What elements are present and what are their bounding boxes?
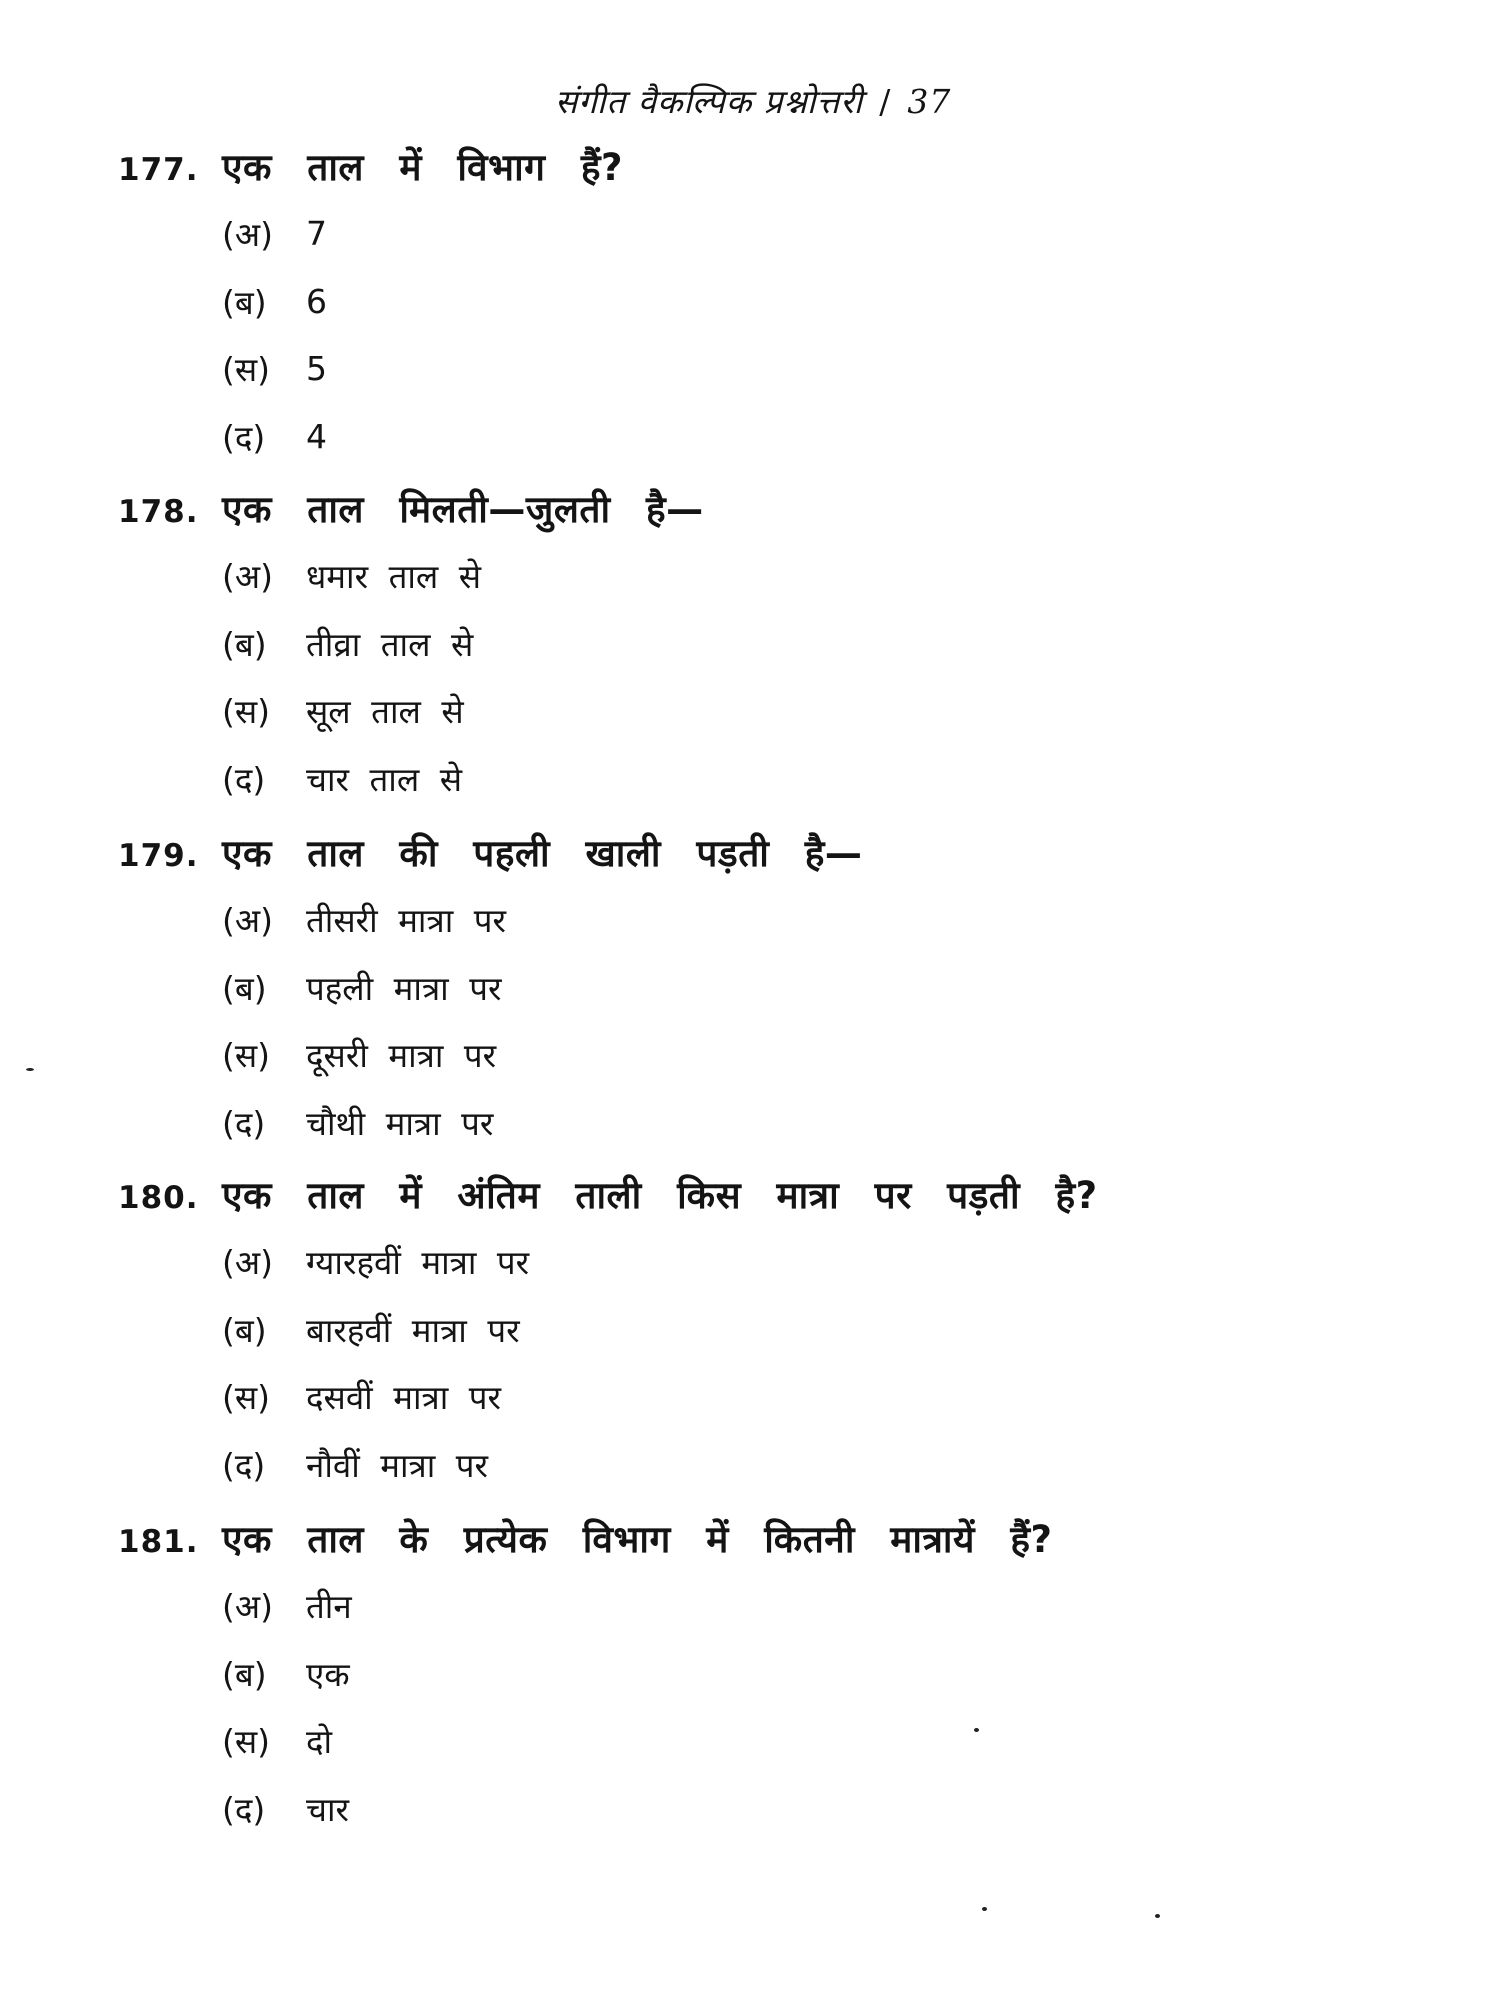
option-text: बारहवीं मात्रा पर [306,1310,520,1350]
question-178 [118,482,1458,812]
option-label: (द) [222,1103,266,1143]
option-text: तीन [306,1587,352,1627]
scan-speck [974,1728,979,1732]
question-text: एक ताल में विभाग हैं? [222,146,623,189]
option-label: (स) [222,1036,271,1076]
book-title: संगीत वैकल्पिक प्रश्नोत्तरी [555,82,864,121]
option-label: (द) [222,759,266,799]
option-a [222,1572,1458,1640]
option-text: सूल ताल से [306,692,464,732]
option-text: एक [306,1654,350,1694]
option-label: (अ) [222,901,273,941]
option-list [118,1572,1458,1842]
option-list [118,200,1458,470]
option-label: (द) [222,1789,266,1829]
question-text: एक ताल के प्रत्येक विभाग में कितनी मात्रायें हैं? [222,1518,1053,1561]
option-label: (अ) [222,1587,273,1627]
option-label: (द) [222,417,266,457]
question-181 [118,1512,1458,1842]
option-label: (ब) [222,968,267,1008]
page-number: 37 [907,82,952,121]
option-d [222,1775,1458,1843]
option-text: दो [306,1722,333,1762]
option-label: (स) [222,1722,271,1762]
scan-speck [26,1068,34,1071]
option-text: चार ताल से [306,759,463,799]
question-text: एक ताल मिलती—जुलती है— [222,488,704,531]
question-number: 179. [118,838,199,874]
option-label: (द) [222,1445,266,1485]
option-c [222,1363,1458,1431]
option-list [118,542,1458,812]
option-text: चौथी मात्रा पर [306,1103,494,1143]
scan-speck [1155,1914,1160,1918]
option-text: 6 [306,281,327,321]
option-text: धमार ताल से [306,557,482,597]
option-list [118,886,1458,1156]
option-label: (ब) [222,1310,267,1350]
option-b [222,268,1458,336]
scan-speck [982,1907,987,1911]
option-d [222,745,1458,813]
question-number: 180. [118,1180,199,1216]
question-number: 177. [118,152,199,188]
option-label: (अ) [222,557,273,597]
option-text: 5 [306,349,327,389]
option-label: (ब) [222,1654,267,1694]
option-a [222,542,1458,610]
option-text: तीसरी मात्रा पर [306,901,506,941]
question-number: 178. [118,494,199,530]
option-label: (स) [222,692,271,732]
option-c [222,1021,1458,1089]
option-text: ग्यारहवीं मात्रा पर [306,1243,530,1283]
option-b [222,954,1458,1022]
option-label: (ब) [222,282,267,322]
question-180 [118,1168,1458,1498]
option-a [222,886,1458,954]
option-a [222,200,1458,268]
option-d [222,1431,1458,1499]
option-label: (अ) [222,215,273,255]
header-separator: / [879,82,892,121]
option-text: 7 [306,214,327,254]
question-177 [118,140,1458,470]
option-text: पहली मात्रा पर [306,968,502,1008]
option-label: (ब) [222,624,267,664]
option-c [222,677,1458,745]
option-list [118,1228,1458,1498]
question-text: एक ताल की पहली खाली पड़ती है— [222,832,863,875]
running-header [555,78,951,123]
option-b [222,1296,1458,1364]
option-c [222,335,1458,403]
option-text: 4 [306,416,327,456]
option-text: नौवीं मात्रा पर [306,1445,489,1485]
option-label: (स) [222,1378,271,1418]
question-text: एक ताल में अंतिम ताली किस मात्रा पर पड़ती है? [222,1174,1098,1217]
option-a [222,1228,1458,1296]
option-d [222,403,1458,471]
option-text: दूसरी मात्रा पर [306,1036,497,1076]
question-179 [118,826,1458,1156]
option-text: दसवीं मात्रा पर [306,1378,501,1418]
option-text: तीव्रा ताल से [306,624,474,664]
option-d [222,1089,1458,1157]
question-number: 181. [118,1524,199,1560]
option-b [222,1640,1458,1708]
option-text: चार [306,1789,349,1829]
option-c [222,1707,1458,1775]
option-label: (स) [222,350,271,390]
option-b [222,610,1458,678]
option-label: (अ) [222,1243,273,1283]
